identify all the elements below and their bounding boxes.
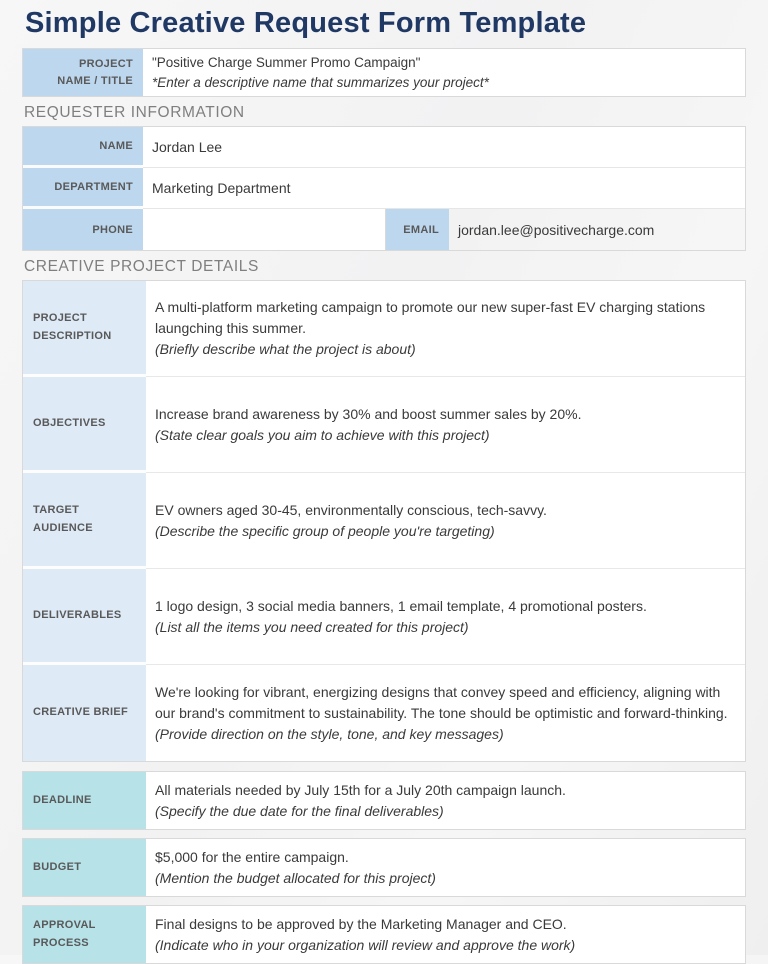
department-label: DEPARTMENT [23,168,143,209]
approval-process-label: APPROVAL PROCESS [23,906,146,963]
creative-brief-field[interactable] [146,665,745,761]
creative-brief-hint: (Provide direction on the style, tone, and key messages) [155,725,504,742]
page-title: Simple Creative Request Form Template [25,7,587,39]
approval-process-hint: (Indicate who in your organization will review and approve the work) [155,936,576,953]
budget-label: BUDGET [23,839,146,896]
name-field[interactable]: Jordan Lee [143,127,745,168]
deliverables-label: DELIVERABLES [23,569,146,665]
creative-brief-value: We're looking for vibrant, energizing designs that convey speed and efficiency, aligning with our brand's commitment to sustainability. The tone should be optimistic and forward-thinking. [155,683,728,721]
project-name-label-line1: PROJECT [78,58,133,71]
project-name-label-line2: NAME / TITLE [57,74,133,87]
objectives-value: Increase brand awareness by 30% and boost summer sales by 20%. [155,405,582,422]
project-description-hint: (Briefly describe what the project is about) [155,341,416,358]
budget-row [22,838,746,897]
email-field[interactable]: jordan.lee@positivecharge.com [458,221,655,238]
project-description-field[interactable] [146,281,745,377]
objectives-field[interactable] [146,377,745,473]
requester-table [22,126,746,251]
section-header-requester: REQUESTER INFORMATION [24,104,245,122]
deadline-field[interactable] [146,772,745,829]
email-label: EMAIL [386,209,449,250]
deliverables-hint: (List all the items you need created for this project) [155,618,469,635]
deadline-hint: (Specify the due date for the final deliverables) [155,802,444,819]
project-name-value: "Positive Charge Summer Promo Campaign" [152,55,421,70]
creative-brief-label: CREATIVE BRIEF [23,665,146,761]
project-description-value: A multi-platform marketing campaign to promote our new super-fast EV charging stations laungching this summer. [155,299,706,337]
deadline-value: All materials needed by July 15th for a July 20th campaign launch. [155,781,566,798]
project-name-field[interactable] [143,49,745,96]
approval-process-row [22,905,746,964]
section-header-details: CREATIVE PROJECT DETAILS [24,258,259,276]
department-field[interactable]: Marketing Department [143,168,745,209]
project-name-row [22,48,746,97]
phone-label: PHONE [23,209,143,250]
deadline-row [22,771,746,830]
target-audience-value: EV owners aged 30-45, environmentally conscious, tech-savvy. [155,501,547,518]
budget-value: $5,000 for the entire campaign. [155,848,349,865]
target-audience-label: TARGET AUDIENCE [23,473,146,569]
objectives-hint: (State clear goals you aim to achieve with this project) [155,426,490,443]
target-audience-field[interactable] [146,473,745,569]
deadline-label: DEADLINE [23,772,146,829]
budget-field[interactable] [146,839,745,896]
budget-hint: (Mention the budget allocated for this project) [155,869,436,886]
phone-field[interactable] [143,209,386,250]
project-name-label [23,49,143,96]
project-name-hint: *Enter a descriptive name that summarizes your project* [152,74,489,90]
target-audience-hint: (Describe the specific group of people you're targeting) [155,522,495,539]
project-description-label: PROJECT DESCRIPTION [23,281,146,377]
objectives-label: OBJECTIVES [23,377,146,473]
details-table [22,280,746,762]
deliverables-value: 1 logo design, 3 social media banners, 1 email template, 4 promotional posters. [155,597,647,614]
approval-process-value: Final designs to be approved by the Marketing Manager and CEO. [155,915,567,932]
name-label: NAME [23,127,143,168]
deliverables-field[interactable] [146,569,745,665]
